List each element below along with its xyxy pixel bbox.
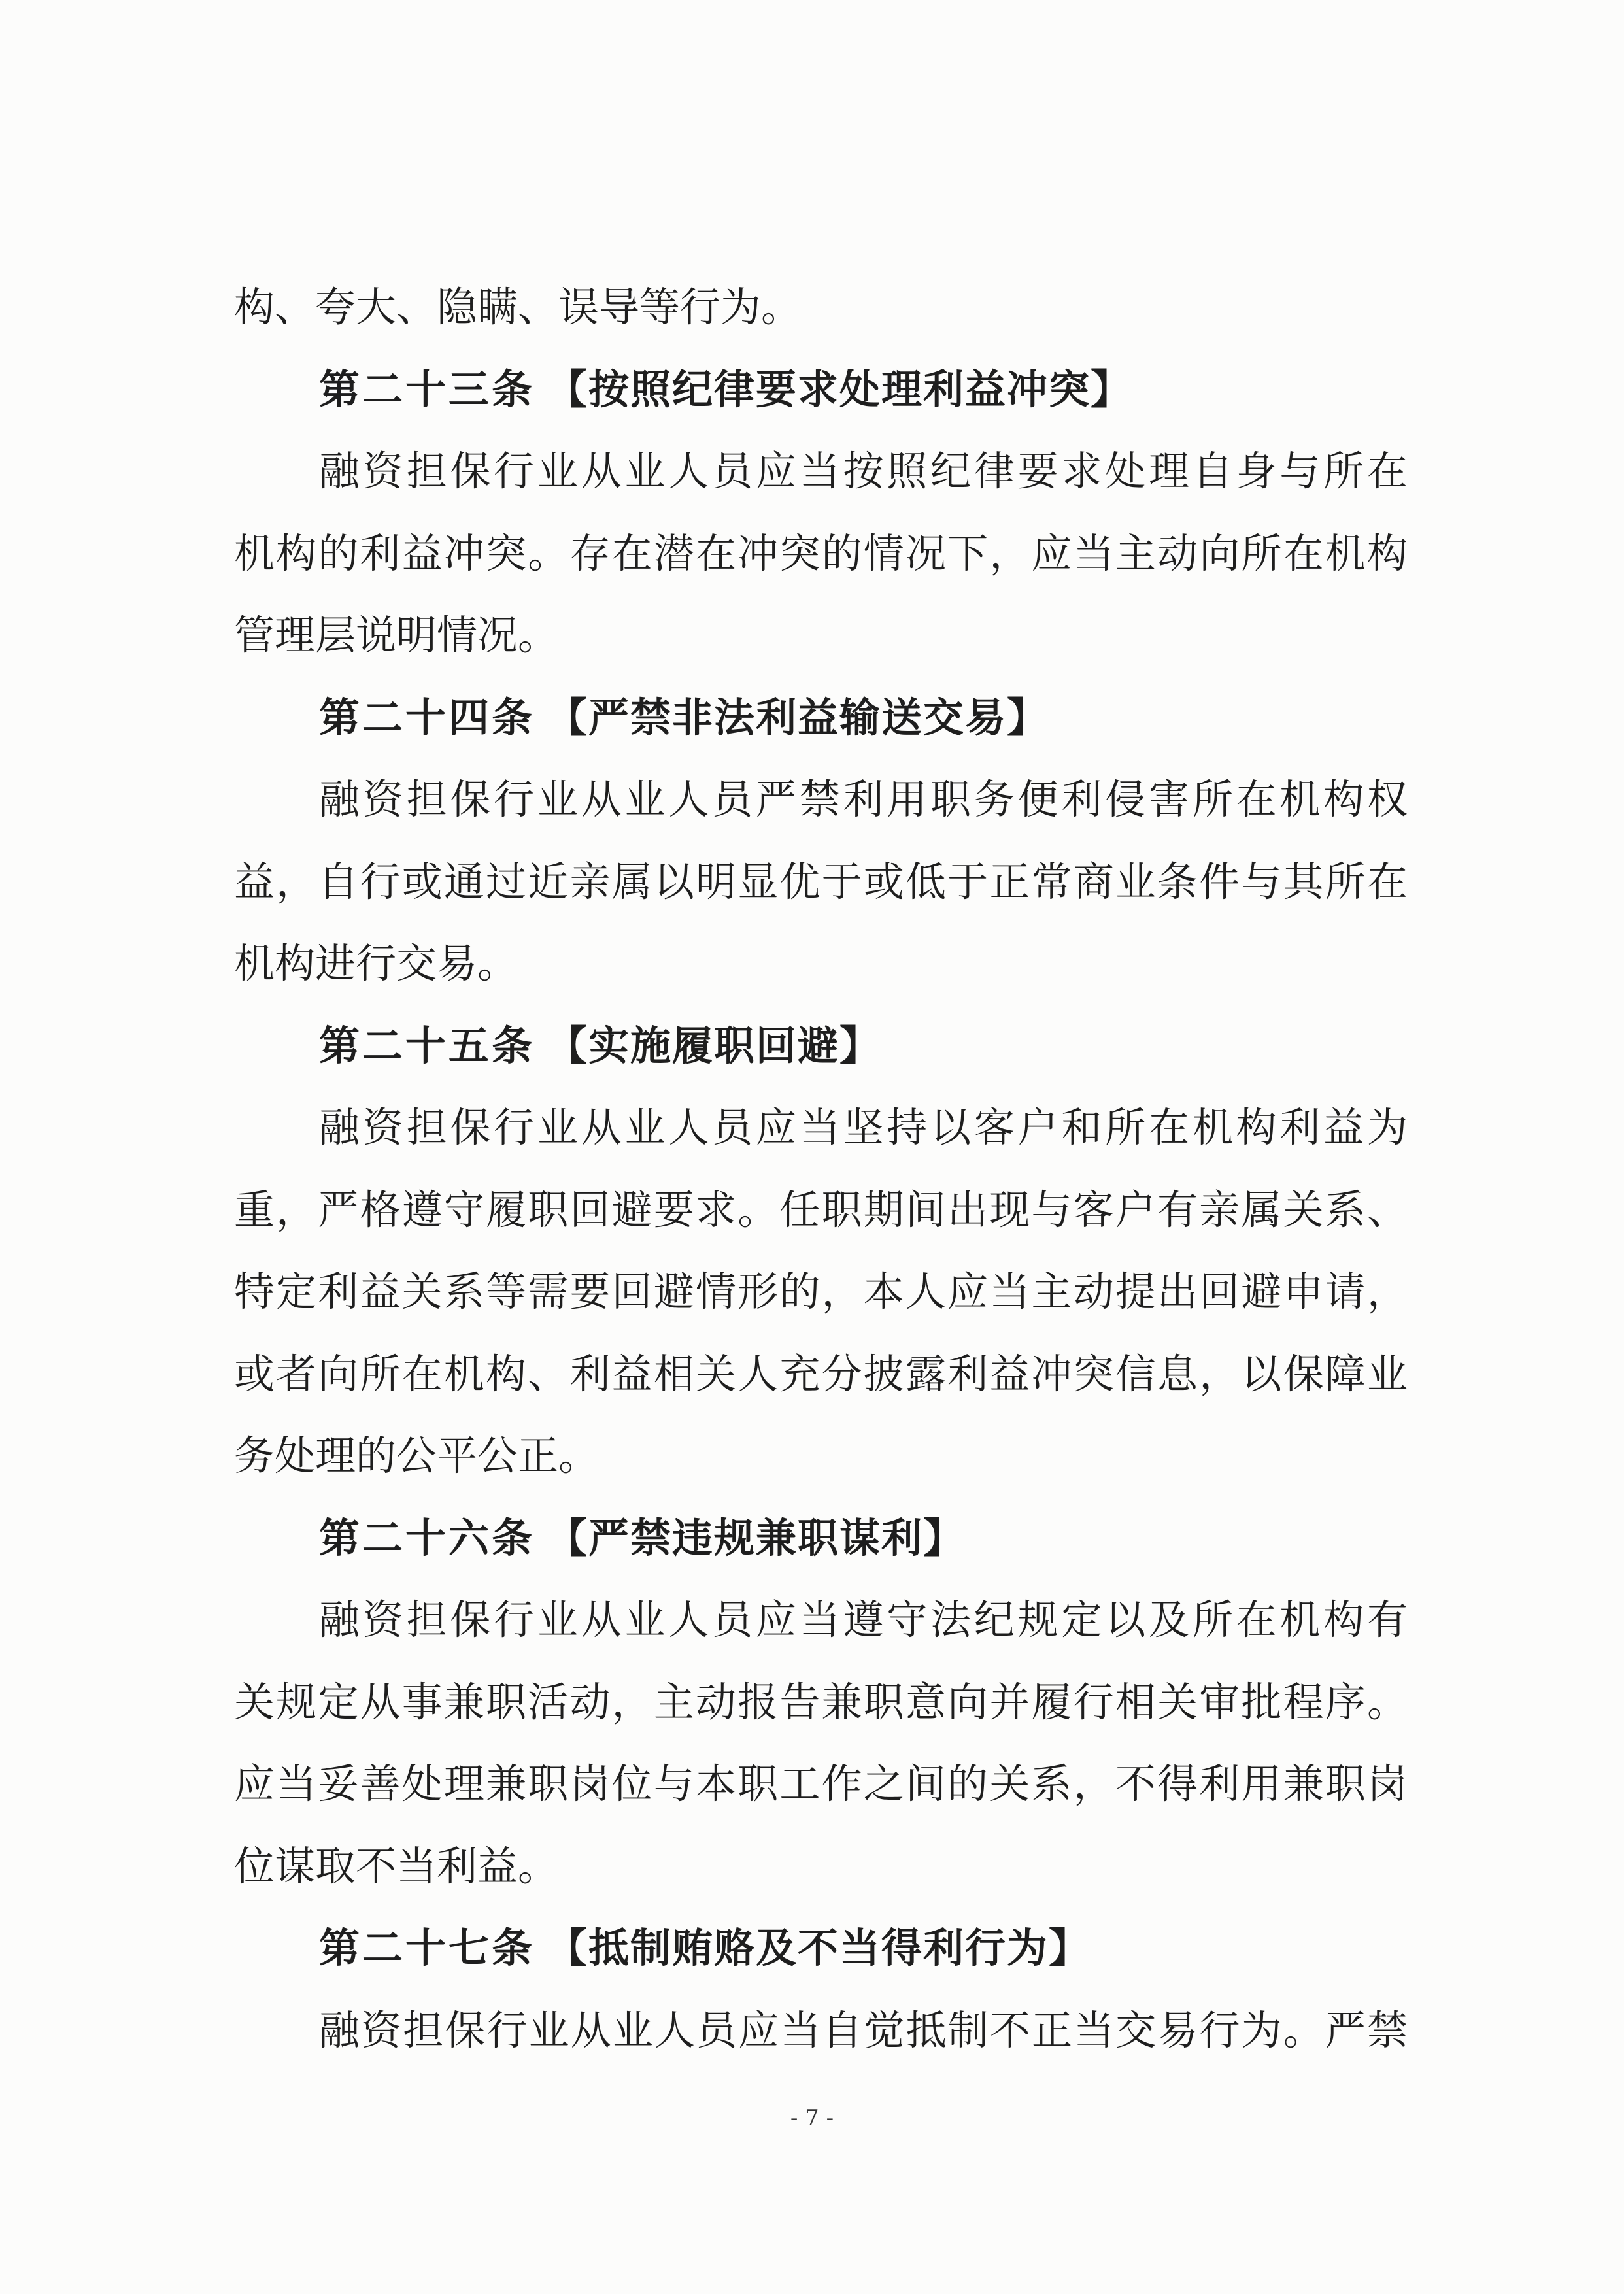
article-title: 【按照纪律要求处理利益冲突】 bbox=[547, 365, 1133, 413]
article-title: 【抵制贿赂及不当得利行为】 bbox=[547, 1924, 1091, 1972]
article-26-heading bbox=[234, 1497, 1408, 1579]
article-number: 第二十七条 bbox=[319, 1924, 535, 1972]
body-line: 应当妥善处理兼职岗位与本职工作之间的关系，不得利用兼职岗 bbox=[234, 1760, 1408, 1808]
body-line: 融资担保行业从业人员应当按照纪律要求处理自身与所在 bbox=[319, 447, 1408, 495]
body-line: 或者向所在机构、利益相关人充分披露利益冲突信息，以保障业 bbox=[234, 1349, 1408, 1398]
article-number: 第二十四条 bbox=[319, 693, 535, 741]
body-line: 位谋取不当利益。 bbox=[234, 1842, 559, 1890]
article-title: 【严禁违规兼职谋利】 bbox=[547, 1513, 966, 1562]
article-24-heading bbox=[234, 677, 1408, 759]
article-title: 【严禁非法利益输送交易】 bbox=[547, 693, 1049, 741]
article-25-heading bbox=[234, 1005, 1408, 1087]
body-line: 融资担保行业从业人员应当坚持以客户和所在机构利益为 bbox=[319, 1104, 1408, 1151]
article-27-heading bbox=[234, 1907, 1408, 1989]
body-line: 益，自行或通过近亲属以明显优于或低于正常商业条件与其所在 bbox=[234, 857, 1408, 905]
body-line: 融资担保行业从业人员应当遵守法纪规定以及所在机构有 bbox=[319, 1596, 1408, 1644]
article-number: 第二十五条 bbox=[319, 1021, 535, 1070]
article-number: 第二十六条 bbox=[319, 1513, 535, 1562]
body-line: 重，严格遵守履职回避要求。任职期间出现与客户有亲属关系、 bbox=[234, 1185, 1408, 1234]
body-line: 融资担保行业从业人员严禁利用职务便利侵害所在机构权 bbox=[319, 775, 1408, 823]
page-number: - 7 - bbox=[790, 2105, 834, 2131]
body-line: 机构的利益冲突。存在潜在冲突的情况下，应当主动向所在机构 bbox=[234, 529, 1408, 577]
article-title: 【实施履职回避】 bbox=[547, 1021, 882, 1070]
body-line: 管理层说明情况。 bbox=[234, 611, 559, 659]
body-line: 特定利益关系等需要回避情形的，本人应当主动提出回避申请， bbox=[234, 1268, 1408, 1315]
body-line: 机构进行交易。 bbox=[234, 939, 518, 987]
continuation-line: 构、夸大、隐瞒、误导等行为。 bbox=[234, 283, 802, 331]
body-line: 关规定从事兼职活动，主动报告兼职意向并履行相关审批程序。 bbox=[234, 1678, 1408, 1726]
document-body bbox=[234, 266, 1408, 2071]
article-number: 第二十三条 bbox=[319, 365, 535, 413]
body-line: 融资担保行业从业人员应当自觉抵制不正当交易行为。严禁 bbox=[319, 2006, 1408, 2054]
article-23-heading bbox=[234, 348, 1408, 431]
body-line: 务处理的公平公正。 bbox=[234, 1432, 600, 1479]
